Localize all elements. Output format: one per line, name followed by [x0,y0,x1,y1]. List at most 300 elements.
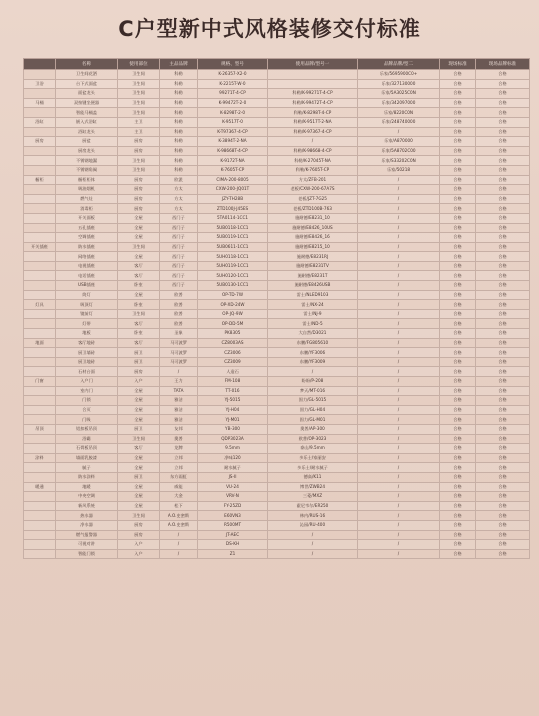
row-name: 门锁 [56,396,118,406]
row-category: 卫浴 [24,79,56,89]
row-brand: 西门子 [160,271,198,281]
row-site-brand-standard: 合格 [476,520,530,530]
row-site-standard: 合格 [440,146,476,156]
row-site-standard: 合格 [440,261,476,271]
row-part: 全屋 [118,290,160,300]
row-site-standard: 合格 [440,70,476,80]
row-category: 橱柜 [24,175,56,185]
row-category [24,213,56,223]
row-site-standard: 合格 [440,309,476,319]
row-part: 厨房 [118,175,160,185]
row-part: 卫生间 [118,309,160,319]
row-site-brand-standard: 合格 [476,233,530,243]
table-row [24,463,530,473]
row-part: 全屋 [118,415,160,425]
row-model: K-99472T-2-0 [198,98,268,108]
row-name: 墙面乳胶漆 [56,453,118,463]
row-brand-option-1: 博世/ZWB24 [268,482,358,492]
row-brand-option-1: 老板/ZTD100B-763 [268,204,358,214]
row-part: 卫生间 [118,79,160,89]
row-name: 浴缸龙头 [56,127,118,137]
row-brand-option-2: / [358,396,440,406]
row-site-brand-standard: 合格 [476,290,530,300]
row-site-brand-standard: 合格 [476,511,530,521]
row-part: 卫生间 [118,98,160,108]
table-row [24,89,530,99]
row-part: 全屋 [118,453,160,463]
row-brand-option-2: / [358,185,440,195]
row-part: 入户 [118,377,160,387]
row-name: 电话插座 [56,271,118,281]
row-model: CZ3009 [198,357,268,367]
table-row [24,453,530,463]
row-model: K-T97367-4-CP [198,127,268,137]
row-brand-option-2: / [358,415,440,425]
row-site-brand-standard: 合格 [476,117,530,127]
row-part: 全屋 [118,501,160,511]
row-site-brand-standard: 合格 [476,424,530,434]
row-brand-option-1: 林内/RUS-16 [268,511,358,521]
row-model: YJ-M01 [198,415,268,425]
row-site-standard: 合格 [440,127,476,137]
row-model: PK8305 [198,329,268,339]
row-site-brand-standard: 合格 [476,482,530,492]
table-row [24,233,530,243]
header-name: 名称 [56,59,118,70]
row-part: 客厅 [118,338,160,348]
row-category [24,530,56,540]
table-row [24,242,530,252]
row-category [24,185,56,195]
row-part: 全屋 [118,233,160,243]
row-brand-option-1: 固力/GL-H04 [268,405,358,415]
row-site-brand-standard: 合格 [476,549,530,559]
row-name: 五孔插座 [56,223,118,233]
row-category: 暖通 [24,482,56,492]
row-part: 卫生间 [118,70,160,80]
row-brand: 科勒 [160,108,198,118]
row-site-brand-standard: 合格 [476,367,530,377]
row-site-brand-standard: 合格 [476,463,530,473]
row-brand: 大金 [160,492,198,502]
row-site-standard: 合格 [440,482,476,492]
row-category: 地面 [24,338,56,348]
row-brand-option-1: 施耐德/E8231TV [268,261,358,271]
row-site-brand-standard: 合格 [476,223,530,233]
row-brand-option-2: / [358,329,440,339]
row-model: VRV-N [198,492,268,502]
row-name: 防水涂料 [56,472,118,482]
row-brand: 欧普 [160,290,198,300]
row-brand-option-1: / [268,549,358,559]
row-brand-option-1: 方太/ZFB-201 [268,175,358,185]
row-category [24,367,56,377]
row-site-brand-standard: 合格 [476,540,530,550]
row-brand: A.O.史密斯 [160,520,198,530]
table-row [24,415,530,425]
row-model: YJ-5015 [198,396,268,406]
row-brand-option-1: / [268,540,358,550]
row-site-standard: 合格 [440,530,476,540]
header-brand: 主品品牌 [160,59,198,70]
row-site-brand-standard: 合格 [476,338,530,348]
row-site-brand-standard: 合格 [476,127,530,137]
table-row [24,252,530,262]
row-name: 智能门锁 [56,549,118,559]
row-part: 卫生间 [118,156,160,166]
row-brand-option-1: 多乐士/家丽安 [268,453,358,463]
row-brand-option-1: / [268,530,358,540]
row-name: 可视对讲 [56,540,118,550]
row-model: QDP3023A [198,434,268,444]
row-model: DS-KH [198,540,268,550]
row-site-brand-standard: 合格 [476,185,530,195]
row-model: OP-DD-5M [198,319,268,329]
row-brand: A.O.史密斯 [160,511,198,521]
row-site-standard: 合格 [440,357,476,367]
row-site-brand-standard: 合格 [476,357,530,367]
table-row [24,137,530,147]
row-brand-option-2: / [358,348,440,358]
row-brand-option-2: / [358,453,440,463]
row-brand: 科勒 [160,98,198,108]
table-header-row [24,59,530,70]
row-brand-option-2: / [358,204,440,214]
row-brand-option-1: 泰山/9.5mm [268,444,358,454]
row-name: 净水器 [56,520,118,530]
row-name: 合页 [56,405,118,415]
row-name: 中央空调 [56,492,118,502]
row-model: TT-016 [198,386,268,396]
table-row [24,79,530,89]
row-brand-option-1: 科勒/K-98668-4-CP [268,146,358,156]
row-model: 人造石 [198,367,268,377]
row-name: 卫生间花洒 [56,70,118,80]
row-brand-option-2: 乐家/248740000 [358,117,440,127]
row-brand-option-2: / [358,242,440,252]
header-brand-option-2: 品牌品牌/型二 [358,59,440,70]
row-part: 卫生间 [118,165,160,175]
row-model: VU-24 [198,482,268,492]
row-part: 主卫 [118,127,160,137]
table-row [24,70,530,80]
row-part: 厨卫 [118,348,160,358]
row-category [24,434,56,444]
row-site-standard: 合格 [440,415,476,425]
row-brand: 友邦 [160,424,198,434]
row-brand: 方太 [160,194,198,204]
row-part: 厨房 [118,185,160,195]
table-row [24,175,530,185]
row-brand-option-2: 乐家/327130000 [358,79,440,89]
row-brand-option-2: / [358,223,440,233]
row-brand: 奥普 [160,434,198,444]
row-brand-option-1: 科勒/K-97367-4-CP [268,127,358,137]
row-brand: 西门子 [160,213,198,223]
row-name: 燃气报警器 [56,530,118,540]
row-category [24,511,56,521]
table-row [24,329,530,339]
row-brand: 方太 [160,204,198,214]
row-brand-option-1: 雷士/NJ-9 [268,309,358,319]
row-brand-option-2: / [358,194,440,204]
row-site-brand-standard: 合格 [476,377,530,387]
table-body [24,70,530,559]
row-part: 厨房 [118,146,160,156]
row-brand-option-2: 乐家/5A3025C0N [358,89,440,99]
row-brand: 科勒 [160,165,198,175]
table-row [24,165,530,175]
row-category [24,252,56,262]
table-row [24,281,530,291]
row-part: 卧室 [118,281,160,291]
table-row [24,520,530,530]
row-part: 全屋 [118,482,160,492]
row-site-brand-standard: 合格 [476,444,530,454]
row-brand-option-2: / [358,472,440,482]
table-row [24,319,530,329]
row-brand: 科勒 [160,146,198,156]
row-brand: 松下 [160,501,198,511]
table-row [24,348,530,358]
row-site-brand-standard: 合格 [476,165,530,175]
row-brand-option-2: / [358,233,440,243]
table-row [24,261,530,271]
row-category [24,444,56,454]
row-brand-option-2: / [358,261,440,271]
row-model: FM-108 [198,377,268,387]
row-brand: 马可波罗 [160,357,198,367]
row-brand-option-1: 科勒/K-99271T-4-CP [268,89,358,99]
row-name: 室内门 [56,386,118,396]
row-brand-option-2: / [358,338,440,348]
row-brand: 欧普 [160,309,198,319]
row-site-standard: 合格 [440,175,476,185]
row-brand: 龙牌 [160,444,198,454]
row-brand: 科勒 [160,137,198,147]
row-site-standard: 合格 [440,242,476,252]
row-site-brand-standard: 合格 [476,396,530,406]
row-brand-option-1: 德高/K11 [268,472,358,482]
row-site-brand-standard: 合格 [476,98,530,108]
row-brand-option-2: / [358,540,440,550]
row-brand: / [160,530,198,540]
row-brand: TATA [160,386,198,396]
row-brand: 科勒 [160,117,198,127]
row-name: 网络插座 [56,252,118,262]
row-brand-option-2: / [358,549,440,559]
row-site-standard: 合格 [440,463,476,473]
row-brand-option-2: / [358,290,440,300]
row-part: 卫生间 [118,434,160,444]
table-row [24,472,530,482]
row-part: 入户 [118,540,160,550]
row-brand: 科勒 [160,89,198,99]
row-site-brand-standard: 合格 [476,434,530,444]
row-brand-option-1: 老板/CXW-200-67A7S [268,185,358,195]
header-site-standard: 现场标准 [440,59,476,70]
row-name: 吸油烟机 [56,185,118,195]
row-brand: / [160,540,198,550]
row-model: 99271T-4-CP [198,89,268,99]
row-brand-option-2: 乐家/8220C0N [358,108,440,118]
row-name: 开关面板 [56,213,118,223]
row-model: K-98668T-4-CP [198,146,268,156]
row-name: 不锈钢地漏 [56,156,118,166]
row-part: 全屋 [118,396,160,406]
row-site-brand-standard: 合格 [476,329,530,339]
row-site-standard: 合格 [440,549,476,559]
row-brand-option-2: 乐家/A870000 [358,137,440,147]
table-row [24,309,530,319]
row-name: 面盆龙头 [56,89,118,99]
row-brand-option-1: 多乐士/耐水腻子 [268,463,358,473]
row-model: 5UH0119-1CC1 [198,261,268,271]
row-model: K-7605T-CP [198,165,268,175]
row-brand-option-1: 科勒/K-7605T-CP [268,165,358,175]
row-site-standard: 合格 [440,185,476,195]
row-model: YB-300 [198,424,268,434]
row-category [24,386,56,396]
row-brand-option-2: / [358,434,440,444]
row-brand-option-1 [268,79,358,89]
row-name: 厨卫地砖 [56,357,118,367]
table-row [24,338,530,348]
row-brand: 西门子 [160,281,198,291]
row-part: 全屋 [118,405,160,415]
page-title: C户型新中式风格装修交付标准 [118,17,421,41]
row-brand: / [160,367,198,377]
row-site-standard: 合格 [440,98,476,108]
row-model: 5TA0114-1CC1 [198,213,268,223]
row-site-standard: 合格 [440,405,476,415]
row-site-brand-standard: 合格 [476,204,530,214]
row-part: 厨房 [118,194,160,204]
row-site-brand-standard: 合格 [476,89,530,99]
delivery-standard-table [23,58,530,559]
row-brand-option-1: 科勒/K-9517T-2-NA [268,117,358,127]
row-site-brand-standard: 合格 [476,79,530,89]
row-category [24,501,56,511]
row-brand-option-1: 固力/GL-5015 [268,396,358,406]
table-row [24,377,530,387]
row-brand: 科勒 [160,127,198,137]
row-part: 厨房 [118,137,160,147]
row-site-brand-standard: 合格 [476,281,530,291]
row-category [24,319,56,329]
row-name: 不锈钢角阀 [56,165,118,175]
table-row [24,549,530,559]
row-site-brand-standard: 合格 [476,213,530,223]
row-site-standard: 合格 [440,213,476,223]
row-brand: 雅洁 [160,415,198,425]
row-site-standard: 合格 [440,424,476,434]
row-category [24,223,56,233]
row-part: 厨卫 [118,472,160,482]
row-model: CZ8003AS [198,338,268,348]
row-site-brand-standard: 合格 [476,108,530,118]
row-brand-option-2: / [358,501,440,511]
row-name: 嵌入式浴缸 [56,117,118,127]
row-site-brand-standard: 合格 [476,175,530,185]
row-brand-option-2: / [358,127,440,137]
row-model: 5UB0611-1CC1 [198,242,268,252]
row-brand: 西门子 [160,233,198,243]
row-brand-option-2: / [358,213,440,223]
row-category [24,540,56,550]
row-site-standard: 合格 [440,434,476,444]
row-category [24,492,56,502]
table-row [24,386,530,396]
header-site-brand-standard: 现场品牌标准 [476,59,530,70]
row-name: 石膏板吊顶 [56,444,118,454]
row-model: OP-XD-24W [198,300,268,310]
row-site-standard: 合格 [440,165,476,175]
row-brand-option-2: / [358,520,440,530]
row-brand: 科勒 [160,156,198,166]
row-model: 净味120 [198,453,268,463]
table-row [24,424,530,434]
row-brand-option-1: / [268,137,358,147]
row-category [24,233,56,243]
row-site-brand-standard: 合格 [476,252,530,262]
row-site-standard: 合格 [440,444,476,454]
row-brand-option-2: / [358,386,440,396]
row-part: 客厅 [118,319,160,329]
row-name: 门吸 [56,415,118,425]
row-category [24,309,56,319]
row-part: 客厅 [118,271,160,281]
row-part: 全屋 [118,386,160,396]
row-brand: 西门子 [160,261,198,271]
row-brand-option-2: / [358,482,440,492]
row-site-brand-standard: 合格 [476,156,530,166]
row-part: 厨卫 [118,424,160,434]
table-row [24,156,530,166]
row-brand-option-2: / [358,367,440,377]
row-site-brand-standard: 合格 [476,70,530,80]
row-site-standard: 合格 [440,300,476,310]
row-category [24,463,56,473]
row-category [24,396,56,406]
row-brand-option-1: 三菱/MXZ [268,492,358,502]
row-brand-option-2: / [358,271,440,281]
row-model: Z1 [198,549,268,559]
row-brand-option-1: 雷士/NLED9103 [268,290,358,300]
row-site-standard: 合格 [440,511,476,521]
row-brand-option-1: 雷士/ND-5 [268,319,358,329]
row-brand-option-2: / [358,511,440,521]
row-brand: 西门子 [160,252,198,262]
row-category [24,261,56,271]
row-brand: 欧普 [160,300,198,310]
row-model: YJ-H04 [198,405,268,415]
row-site-standard: 合格 [440,79,476,89]
row-name: 空调插座 [56,233,118,243]
row-model: CIMA-200-8005 [198,175,268,185]
table-row [24,540,530,550]
table-row [24,98,530,108]
row-brand: 西门子 [160,242,198,252]
row-category [24,127,56,137]
row-brand-option-1: 施耐德/E8231T [268,271,358,281]
row-brand: 方太 [160,185,198,195]
row-site-standard: 合格 [440,233,476,243]
row-model: CZ3006 [198,348,268,358]
row-brand-option-2: / [358,281,440,291]
row-site-standard: 合格 [440,453,476,463]
row-category [24,405,56,415]
